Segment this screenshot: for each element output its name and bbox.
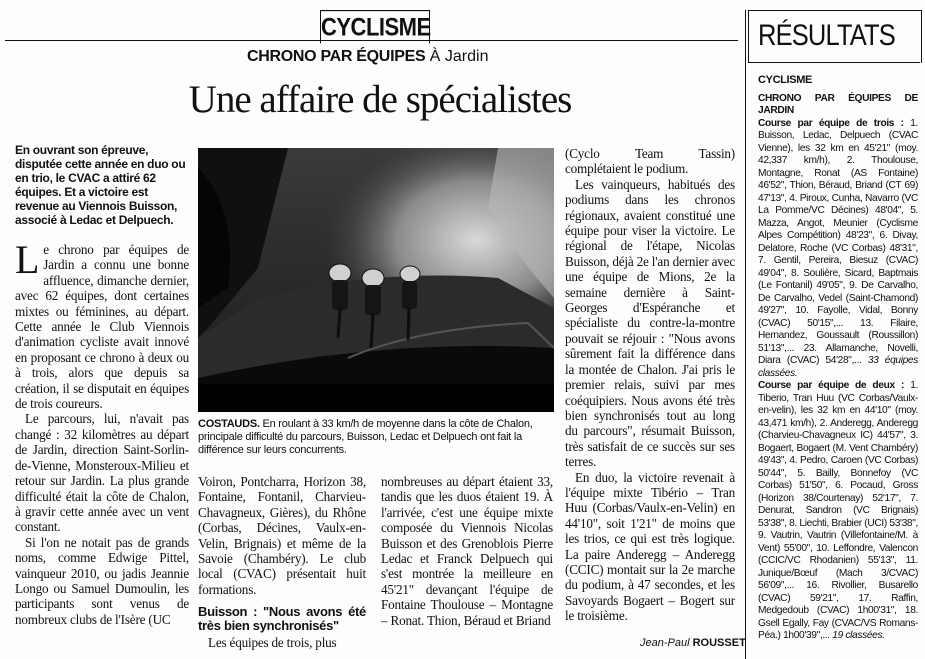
trios-label: Course par équipe de trois : <box>758 117 904 129</box>
results-title: RÉSULTATS <box>758 19 895 52</box>
results-category: CYCLISME <box>758 74 813 86</box>
drop-cap: L <box>15 237 40 282</box>
paragraph: En duo, la victoire revenait à l'équipe mixte Tibério – Tran Huu (Corbas/Vaulx-en-Velin) en 44'10", soit 1'21" de moins que les trios, ce qui est très logique. La paire Anderegg – Anderegg (CCIC) montait sur la 2e marche du podium, à 47 secondes, et les Savoyards Bogaert – Bogert sur le troisième. <box>565 469 735 624</box>
duos-list: 1. Tiberio, Tran Huu (VC Corbas/Vaulx-en-velin), les 32 km en 44'10" (moy. 43,471 km/h), 2. Anderegg, Anderegg (Charvieu-Chavagneux IC) 44'57", 3. Bogaert, Bogaert (M. Vent Chambéry) 49'43", 4. Pedro, Caroen (VC Corbas) 50'44", 5. Bailly, Bonnefoy (VC Corbas) 51'50", 6. Pocaud, Gross (Horizon 38/Courtenay) 52'17", 7. Denurat, Sandron (VC Brignais) 53'38", 8. Liechti, Brabier (UCI) 53'38", 9. Vautrin, Vautrin (Villefontaine/M. à Vent) 55'00", 10. Leffondre, Valencon (CCIC/VC Rhodanien) 55'13", 11. Junique/Bœuf (Mach 3/CVAC) 56'09",... 16. Rivollier, Busarello (CVAC) 59'21", 17. Raffin, Medgedoub (CVAC) 1h00'31", 18. Gsell Egally, Fay (CVAC/VS Romans-Péa.) 1h00'39",... <box>758 380 919 641</box>
section-divider <box>5 40 738 41</box>
trios-count: 33 équipes classées. <box>758 355 918 379</box>
results-duos <box>758 380 918 643</box>
paragraph: Si l'on ne notait pas de grands noms, comme Edwige Pittel, vainqueur 2010, ou jadis Jeannie Longo ou Samuel Dumoulin, les participants sont venus de nombreux clubs de l'Isère (UC <box>15 534 189 627</box>
paragraph: Le parcours, lui, n'avait pas changé : 32 kilomètres au départ de Jardin, direction Saint-Sorlin-de-Vienne, Monsteroux-Milieu et retour sur Jardin. La plus grande difficulté était la côte de Chalon, à gravir cette année avec un vent constant. <box>15 411 189 535</box>
trios-list: 1. Buisson, Ledac, Delpuech (CVAC Vienne), les 32 km en 45'21" (moy. 42,337 km/h), 2. Thoulouse, Montagne, Ronat (AS Fontaine) 46'52", Thion, Béraud, Briand (CT 69) 47'13", 4. Piroux, Cunha, Navarro (VC La Pomme/VC Décines) 48'04", 5. Mazza, Angot, Meunier (Cyclisme Alpes Compétition) 48'23", 6. Divay, Delatore, Roche (VC Corbas) 48'31", 7. Gentil, Pereira, Biesuz (CVAC) 49'04", 8. Soulière, Sicard, Baptmais (Le Fontanil) 49'05", 9. De Carvalho, De Carvalho, Vedel (Saint-Chamond) 49'27", 10. Fayolle, Vidal, Bonny (CVAC) 50'15",... 13. Filaire, Hernandez, Goussault (Roussillon) 51'13",... 23. Allamanche, Novelli, Diara (CVAC) 54'28",... <box>758 117 919 366</box>
author-last-name: ROUSSET <box>692 637 746 649</box>
author-signature <box>640 637 746 649</box>
article-column-3 <box>381 474 553 628</box>
results-event: CHRONO PAR ÉQUIPES DE JARDIN <box>758 92 918 116</box>
paragraph: Voiron, Pontcharra, Horizon 38, Fontaine, Fontanil, Charvieu-Chavagneux, Gières), du Rhône (Corbas, Décines, Vaulx-en-Velin, Brignais) et même de la Savoie (Chambéry). Le club local (CVAC) présentait huit formations. <box>198 474 366 597</box>
results-divider <box>745 10 746 659</box>
results-header-rule <box>748 62 920 63</box>
headline: Une affaire de spécialistes <box>188 78 572 121</box>
article-column-1 <box>15 237 189 627</box>
author-first-name: Jean-Paul <box>640 637 690 649</box>
paragraph: Les équipes de trois, plus <box>208 635 337 651</box>
photo-caption <box>198 418 558 457</box>
results-trios <box>758 118 918 381</box>
kicker-event: CHRONO PAR ÉQUIPES <box>247 48 426 65</box>
kicker-place: À Jardin <box>429 48 489 65</box>
paragraph: Le chrono par équipes de Jardin a connu une bonne affluence, dimanche dernier, avec 62 équipes, dont certaines mixtes ou féminines, au départ. Cette année le Club Viennois d'animation cycliste avait innové en proposant ce chrono à deux ou à trois, alors que depuis sa création, il se disputait en équipes de trois coureurs. <box>15 237 189 412</box>
lead-paragraph: En ouvrant son épreuve, disputée cette année en duo ou en trio, le CVAC a attiré 62 équipes. Et a victoire est revenue au Viennois Buisson, associé à Ledac et Delpuech. <box>15 143 186 227</box>
duos-count: 19 classées. <box>832 630 885 641</box>
duos-label: Course par équipe de deux : <box>758 380 905 391</box>
paragraph: (Cyclo Team Tassin) complétaient le podium. <box>565 146 735 177</box>
section-title: CYCLISME <box>320 10 430 43</box>
article-column-4 <box>565 146 735 624</box>
caption-label: COSTAUDS. <box>198 418 260 430</box>
cyclists-photo-illustration <box>198 148 554 412</box>
intertitle: Buisson : "Nous avons été très bien synchronisés" <box>198 604 366 634</box>
article-column-2 <box>198 474 366 651</box>
paragraph: nombreuses au départ étaient 33, tandis que les duos étaient 19. À l'arrivée, c'est une équipe mixte composée du Viennois Nicolas Buisson et des Grenoblois Pierre Ledac et Franck Delpuech qui s'est montrée la meilleure en 45'21" devançant l'équipe de Fontaine Thoulouse – Montagne – Ronat. Thion, Béraud et Briand <box>381 474 553 628</box>
kicker <box>247 48 488 66</box>
cyclists-photo <box>198 148 554 412</box>
caption-text: En roulant à 33 km/h de moyenne dans la côte de Chalon, principale difficulté du parcours, Buisson, Ledac et Delpuech ont fait la différence sur leurs concurrents. <box>198 418 533 456</box>
paragraph: Les vainqueurs, habitués des podiums dans les chronos régionaux, avaient constitué une équipe pour viser la victoire. Le régional de l'étape, Nicolas Buisson, déjà 2e l'an dernier avec une équipe de Mions, 2e la semaine dernière à Saint-Georges d'Espéranche et spécialiste du contre-la-montre pouvait se réjouir : "Nous avons sûrement fait la différence dans la montée de Chalon. J'ai pris le premier relais, suivi par mes coéquipiers. Nous avons été très bien synchronisés tout au long du parcours", résumait Buisson, très satisfait de ce succès sur ses terres. <box>565 176 735 470</box>
results-column <box>758 74 918 643</box>
